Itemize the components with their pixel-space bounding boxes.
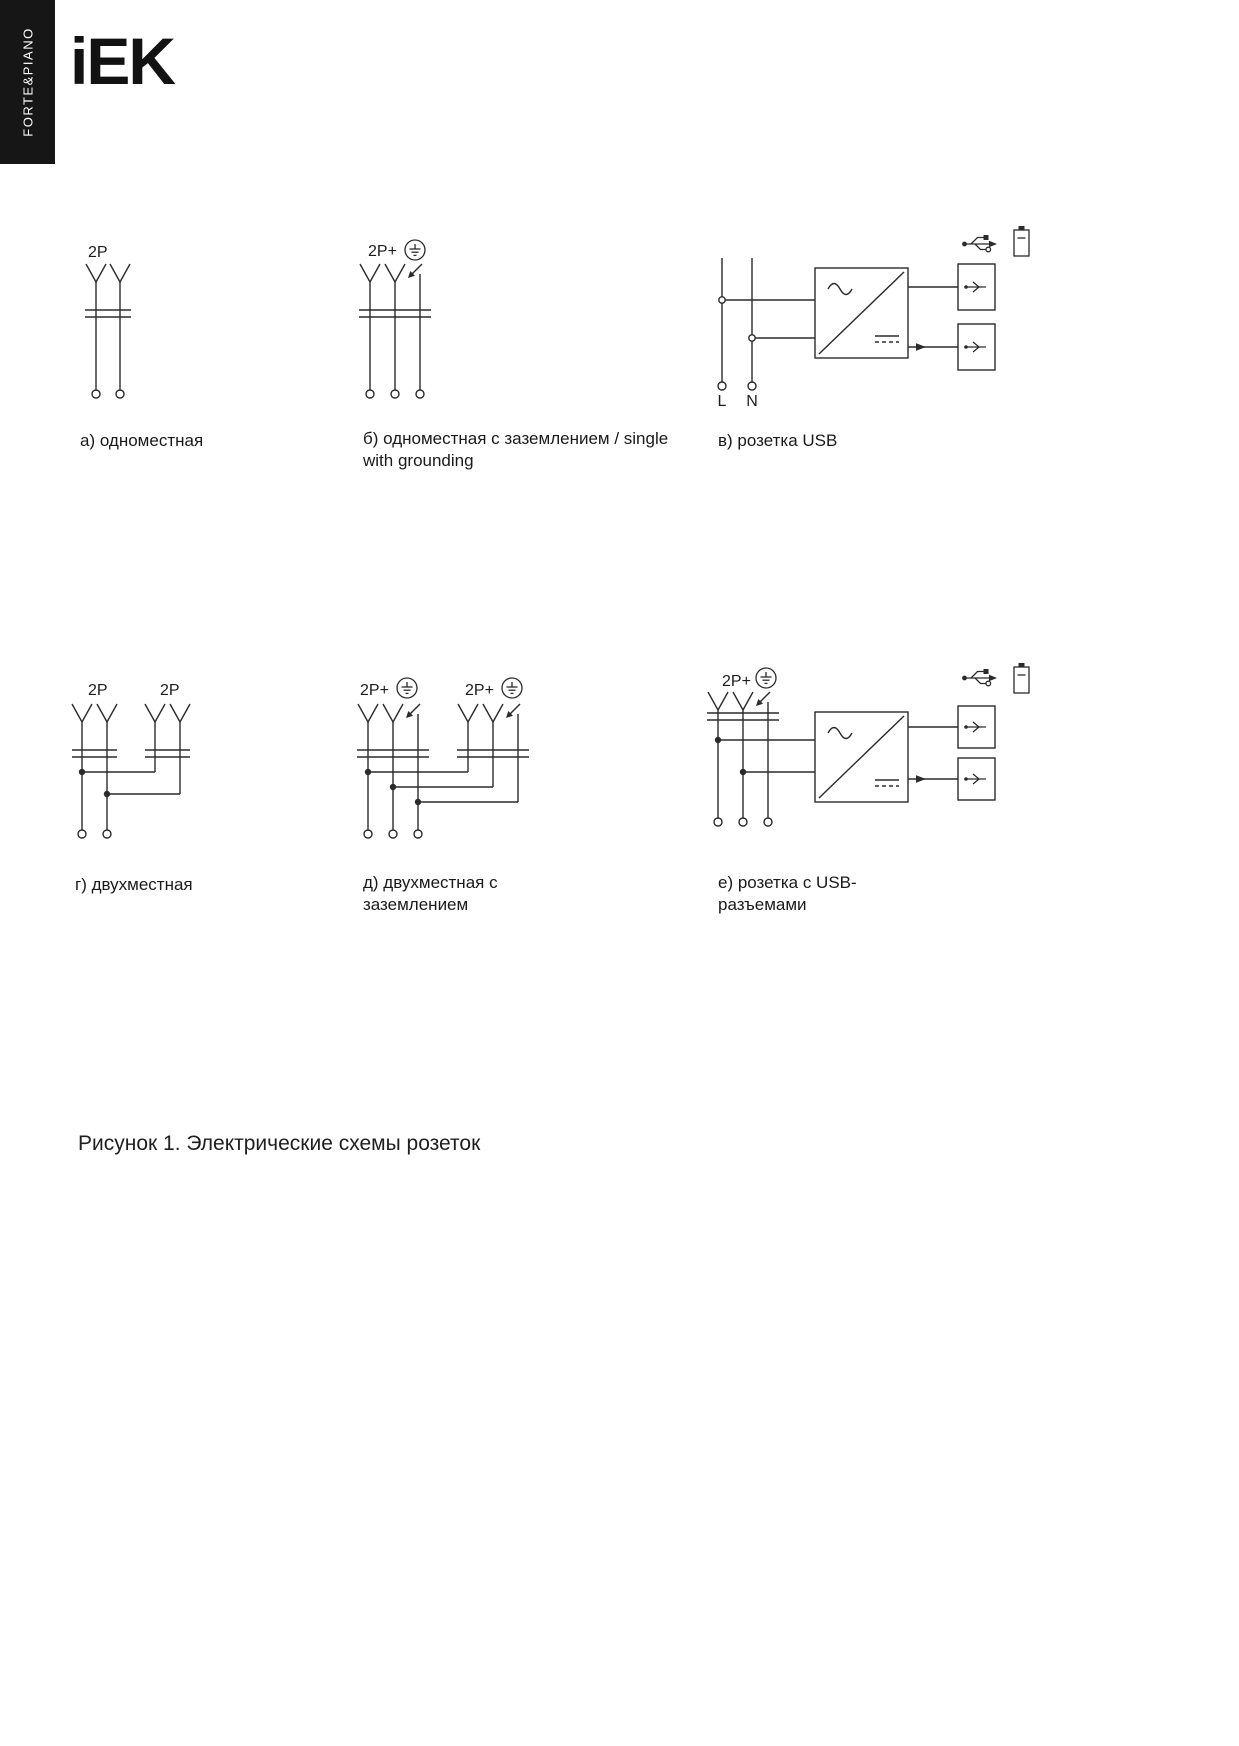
figure-caption: Рисунок 1. Электрические схемы розеток — [78, 1132, 481, 1155]
arrow-right-icon — [916, 775, 926, 783]
contact-fork-icon — [483, 704, 503, 722]
caption-d: д) двухместная с заземлением — [363, 873, 498, 915]
caption-g: г) двухместная — [75, 875, 193, 894]
caption-a: а) одноместная — [80, 431, 204, 450]
terminal-circle — [748, 382, 756, 390]
usb-port-icon — [964, 342, 986, 352]
terminal-circle — [103, 830, 111, 838]
pole-label-g1: 2P — [88, 682, 108, 699]
contact-fork-icon — [110, 264, 130, 282]
pole-label-a: 2P — [88, 244, 108, 261]
pole-label-d2: 2P+ — [465, 682, 494, 699]
terminal-circle — [116, 390, 124, 398]
terminal-circle — [414, 830, 422, 838]
junction-dot — [365, 769, 371, 775]
contact-fork-icon — [733, 692, 753, 710]
acdc-converter-block — [815, 268, 908, 358]
tap-point — [749, 335, 755, 341]
terminal-circle — [391, 390, 399, 398]
brand-strip-label: FORTE&PIANO — [20, 27, 35, 137]
terminal-circle — [714, 818, 722, 826]
caption-v: в) розетка USB — [718, 431, 838, 450]
contact-fork-icon — [383, 704, 403, 722]
usb-port-icon — [964, 774, 986, 784]
schematic-double-socket-grounded — [353, 670, 548, 870]
usb-port-icon — [964, 282, 986, 292]
terminal-circle — [92, 390, 100, 398]
pole-label-g2: 2P — [160, 682, 180, 699]
terminal-circle — [78, 830, 86, 838]
contact-fork-icon — [358, 704, 378, 722]
terminal-circle — [764, 818, 772, 826]
schematic-single-socket — [80, 230, 150, 420]
brand-strip — [0, 0, 55, 164]
contact-fork-icon — [170, 704, 190, 722]
junction-dot — [390, 784, 396, 790]
usb-trident-icon — [962, 235, 997, 252]
battery-icon — [1014, 226, 1029, 256]
usb-trident-icon — [962, 669, 997, 686]
terminal-circle — [739, 818, 747, 826]
terminal-circle — [366, 390, 374, 398]
contact-fork-icon — [72, 704, 92, 722]
schematic-double-socket — [66, 670, 256, 870]
caption-e: е) розетка с USB-разъемами — [718, 873, 857, 915]
terminal-circle — [718, 382, 726, 390]
acdc-converter-block — [815, 712, 908, 802]
contact-fork-icon — [458, 704, 478, 722]
pole-label-b: 2P+ — [368, 243, 397, 260]
caption-b: б) одноместная с заземлением / single with grounding — [363, 429, 669, 471]
terminal-circle — [416, 390, 424, 398]
earth-ground-icon — [502, 678, 522, 698]
tap-point — [719, 297, 725, 303]
earth-ground-icon — [397, 678, 417, 698]
schematic-socket-with-usb — [700, 658, 1045, 873]
arrow-right-icon — [916, 343, 926, 351]
terminal-label-n: N — [746, 393, 758, 410]
battery-icon — [1014, 663, 1029, 693]
terminal-label-l: L — [717, 393, 727, 410]
schematic-usb-socket — [700, 222, 1045, 422]
junction-dot — [715, 737, 721, 743]
junction-dot — [415, 799, 421, 805]
earth-ground-icon — [756, 668, 776, 688]
contact-fork-icon — [360, 264, 380, 282]
terminal-circle — [364, 830, 372, 838]
junction-dot — [79, 769, 85, 775]
schematic-single-socket-grounded — [358, 230, 453, 420]
earth-ground-icon — [405, 240, 425, 260]
contact-fork-icon — [145, 704, 165, 722]
junction-dot — [740, 769, 746, 775]
pole-label-d1: 2P+ — [360, 682, 389, 699]
contact-fork-icon — [708, 692, 728, 710]
contact-fork-icon — [97, 704, 117, 722]
usb-port-icon — [964, 722, 986, 732]
contact-fork-icon — [385, 264, 405, 282]
contact-fork-icon — [86, 264, 106, 282]
terminal-circle — [389, 830, 397, 838]
iek-logo: iEK — [70, 24, 175, 98]
junction-dot — [104, 791, 110, 797]
pole-label-e: 2P+ — [722, 673, 751, 690]
